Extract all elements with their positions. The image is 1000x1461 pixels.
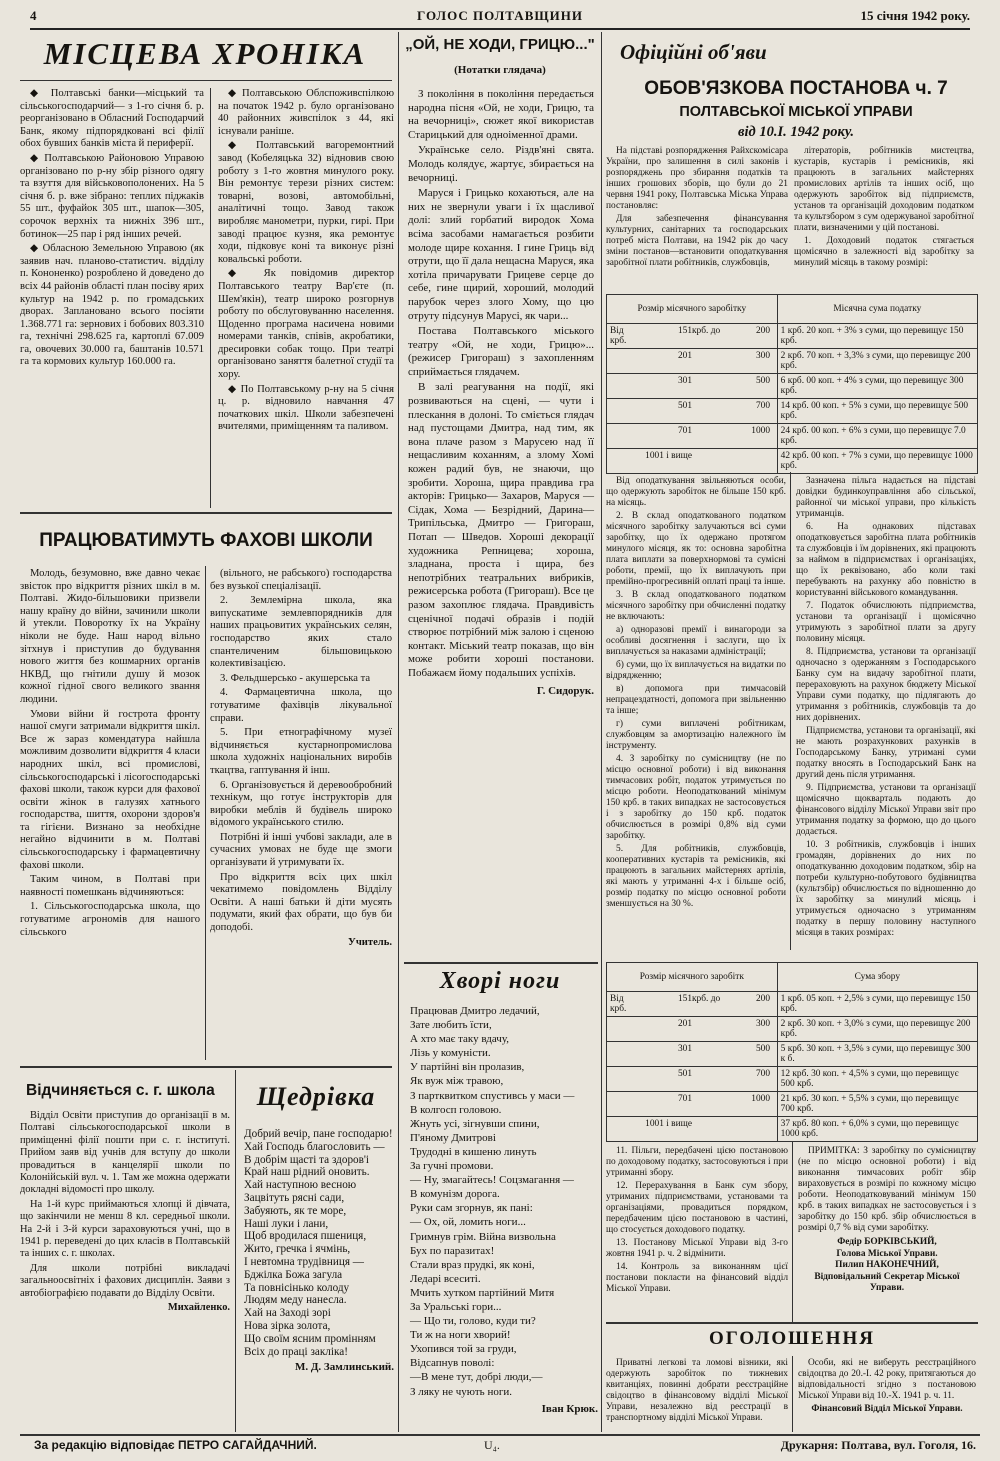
range-cell xyxy=(607,399,778,424)
schools-paragraph: 3. Фельдшерсько - акушерська та xyxy=(220,672,371,684)
column-rule xyxy=(210,88,211,508)
tax-table-header: Розмір місячного заробітку xyxy=(607,295,778,324)
range-cell xyxy=(607,424,778,449)
range-part: 501 xyxy=(677,401,692,411)
chronicle-item: ◆ Полтавською Облспоживспілкою на початок 1942 р. було організовано 40 районних живспілок з 44, які існували раніше. xyxy=(218,88,394,137)
poem-line: Всіх до праці закліка! xyxy=(244,1345,348,1358)
agri-school-body xyxy=(20,1110,230,1315)
official-paragraph: 9. Підприємства, установи та організації щомісячно щокварталь подають до фінансового відділу Міської Управи звіт про утримання податку за формою, що до цього додається. xyxy=(796,783,976,837)
range-cell xyxy=(607,1092,778,1117)
official-paragraph: літераторів, робітників мистецтва, кустарів, кустарів і ремісників, які працюють в загальних майстернях промислових артілів та інших осіб, що одержують заробіток від підприємств, установ та організацій доходовим податком та культзбором з сум одержуваної заробітної плати, визначеними у цій постанові. xyxy=(794,146,974,233)
official-paragraph: 3. В склад оподаткованого податком місячного заробітку при обчисленні податку не включають: xyxy=(606,590,786,622)
schools-paragraph: Умови війни й гострота фронту нашої смуги затримали відкриття шкіл. Все ж зараз комендатура найшла можливим дозволити відкриття 4 класи народних шкіл, всі промислові, сільськогосподарські і лісогосподарські фахові школи, також курси для фахової освіти жінок в галузях хатнього господарства, шиття, охорони здоров'я та гігієни. Визнано за необхідне негайно відчинити в м. Полтаві сільськогосподарську і фармацевтичну фахові школи. xyxy=(20,708,200,871)
rate-cell: 6 крб. 00 коп. + 4% з суми, що перевищує 300 крб. xyxy=(777,374,977,399)
official-paragraph: 1. Доходовий податок стягається щомісячно в залежності від заробітку за минулий місяць в такому розмірі: xyxy=(794,236,974,268)
official-tail-col2 xyxy=(798,1146,976,1295)
range-part: 700 xyxy=(755,1069,770,1079)
poem-line: Що своїм ясним промінням xyxy=(244,1332,376,1345)
chronicle-title: МІСЦЕВА ХРОНІКА xyxy=(43,36,367,71)
range-cell xyxy=(607,1067,778,1092)
review-title: „ОЙ, НЕ ХОДИ, ГРИЦЮ..." xyxy=(405,36,595,53)
schools-signature: Учитель. xyxy=(348,936,392,948)
poem-line: В добрім щасті та здоров'і xyxy=(244,1153,370,1166)
poem-line: З ляку не чують ноги. xyxy=(410,1385,512,1398)
schools-paragraph: Про відкриття всіх цих шкіл чекатимемо повідомлень Відділу Освіти. А наші батьки й діти мусять подумати, який фах обрати, що був би доподобі. xyxy=(210,871,392,934)
schools-column-1 xyxy=(20,568,200,941)
agri-school-paragraph: Для школи потрібні викладачі загальноосвітніх і фахових дисциплін. Заяви з автобіографією подавати до Відділу Освіти. xyxy=(20,1262,230,1299)
range-part: 201 xyxy=(677,1019,692,1029)
range-part: 1000 xyxy=(751,1094,770,1104)
official-paragraph: Від оподаткування звільняються особи, що одержують заробіток не більше 150 крб. на місяць. xyxy=(606,476,786,508)
tax-table-row xyxy=(607,424,978,449)
poem-line: Зате любить їсти, xyxy=(410,1019,492,1032)
poem-line: В комунізм дорога. xyxy=(410,1188,500,1201)
range-part: Від xyxy=(610,994,624,1004)
poem-signature: М. Д. Замлинський. xyxy=(294,1361,394,1374)
poem-line: Зацвітуть рясні сади, xyxy=(244,1191,345,1204)
rate-cell: 14 крб. 00 коп. + 5% з суми, що перевищує 500 крб. xyxy=(777,399,977,424)
review-paragraph: З покоління в покоління передається народна пісня «Ой, не ходи, Грицю, та на вечорниці», сюжет якої використав Старицький для одноіменної драми. xyxy=(408,88,594,141)
poem-line: Край наш рідний оновить. xyxy=(244,1166,370,1179)
announcement-text: Особи, які не виберуть реєстраційного свідоцтва до 20.-I. 42 року, притягаються до відповідальності згідно з постановою Міської Управи від 10.-Х. 1941 р. ч. 11. xyxy=(798,1358,976,1401)
schools-paragraph: 2. Землемірна школа, яка випускатиме землевпорядників для наших працьовитих українських селян, господарство яких стало спантеличеним більшовицькою колективізацією. xyxy=(210,595,392,670)
agri-school-paragraph: Відділ Освіти приступив до організації в м. Полтаві сільськогосподарської школи в приміщенні філії пошти при с. г. інституті. Прийом заяв від учнів для вступу до школи провадиться в канцелярії школи по Колонійській вул. ч. 1. Там же можна одержати докладні відомості про школу. xyxy=(20,1110,230,1196)
poem-line: Жнуть усі, зігнувши спини, xyxy=(410,1117,540,1130)
range-part: крб. до xyxy=(692,994,721,1004)
range-part: 701 xyxy=(677,426,692,436)
official-paragraph: Зазначена пільга надається на підставі довідки будинкоуправління або сільської, районної чи міської управи, про кількість утриманців. xyxy=(796,476,976,519)
poem-line: Гримнув грім. Війна визвольна xyxy=(410,1230,556,1243)
poem-line: — Що ти, голово, куди ти? xyxy=(410,1315,536,1328)
page-header xyxy=(30,6,970,30)
poem-line: Та повнісінько колоду xyxy=(244,1281,350,1294)
announcement-text: Приватні легкові та ломові візники, які одержують заробіток по тижневих квитанціях, повинні добрати реєстраційне свідоцтво в фінансовому відділі Міської Управи, незалежно від реєстрації в транспортному відділі Міської Управи. xyxy=(606,1358,788,1423)
range-part: 701 xyxy=(677,1094,692,1104)
column-rule xyxy=(792,1356,793,1432)
signatory-line: Федір БОРКІВСЬКИЙ, xyxy=(837,1237,937,1247)
signatories xyxy=(798,1237,976,1295)
shchedrivka-poem xyxy=(244,1128,394,1374)
issue-date: 15 січня 1942 року. xyxy=(860,8,970,23)
chronicle-item: ◆ Обласною Земельною Управою (як заявив нач. планово-статистич. відділу п. Кононенко) розроблено й доведено до всіх 44 районів області план посіву ярих культур на 1942 р. по громадських дворах. Заплановано всього посіяти 1.368.771 га: зернових і бобових 803.310 га, технічні 298.625 га, картоплі 67.009 га, овочевих 30.000 га, баштанів 10.571 га та кормових культур 160.000 га. xyxy=(20,243,204,368)
tax-table-row xyxy=(607,324,978,349)
official-paragraph: 13. Постанову Міської Управи від 3-го жовтня 1941 р. ч. 2 відмінити. xyxy=(606,1238,788,1259)
tax-table-wrapper xyxy=(606,294,978,474)
range-cell xyxy=(607,1117,778,1142)
range-part: 300 xyxy=(755,1019,770,1029)
rate-cell: 1 крб. 05 коп. + 2,5% з суми, що перевищує 150 крб. xyxy=(777,992,977,1017)
poem-line: Жито, гречка і ячмінь, xyxy=(244,1243,351,1256)
poem-line: З партквитком спустивсь у маси — xyxy=(410,1089,575,1102)
levy-table-row xyxy=(607,992,978,1017)
official-paragraph: 6. На однакових підставах оподатковується заробітна плата робітників та службовців і їм дорівнених, які працюють за наймом в підприємствах і організаціях, що їх реквізовано, або коли такі перебувають на рахунку або повністю в користуванні військового командування. xyxy=(796,522,976,598)
poem-line: Відсапнув поволі: xyxy=(410,1357,495,1370)
range-part: Від xyxy=(610,326,624,336)
range-cell xyxy=(607,374,778,399)
range-part: 1001 і вище xyxy=(645,1119,692,1129)
official-paragraph: б) суми, що їх виплачується на видатки по відрядженню; xyxy=(606,660,786,681)
review-paragraph: Маруся і Грицько кохаються, але на них не звернули уваги і їх щасливої долі: злий горбатий виродок Хома всіма засобами намагається розбити молоде щире кохання. І гине Гриць від отрути, що її дала нещасна Маруся, яка хотіла причарувати Грицеве серце до себе, гине щирий, хороший, молодий парубок через злого Хому, що цю отруту підсунув Марусі, як чари... xyxy=(408,187,594,322)
range-cell xyxy=(607,449,778,474)
signatory-line: Відповідальний Секретар Міської Управи. xyxy=(814,1271,960,1293)
range-part: крб. xyxy=(610,336,627,346)
schools-paragraph: Таким чином, в Полтаві при наявності помешкань відчиняються: xyxy=(20,874,200,898)
poem-line: Забуяють, як те море, xyxy=(244,1204,347,1217)
review-subtitle: (Нотатки глядача) xyxy=(454,64,546,76)
column-rule xyxy=(398,32,399,1432)
tax-table-row xyxy=(607,449,978,474)
schools-paragraph: 5. При етнографічному музеї відчиняється кустарнопромислова школа художніх національних виробів ткацтва, гаптування й інш. xyxy=(210,727,392,776)
poem-line: Бджілка Божа загула xyxy=(244,1268,343,1281)
rate-cell: 24 крб. 00 коп. + 6% з суми, що перевищує 7.0 крб. xyxy=(777,424,977,449)
official-paragraph: 5. Для робітників, службовців, кооперативних кустарів та ремісників, які працюють в загальних майстернях артілів, які мають у утриманні 4-х і більше осіб, розмір податку по місцю основної роботи зменшується на 30 %. xyxy=(606,844,786,909)
range-part: 200 xyxy=(755,994,770,1004)
poem-line: Ти ж на ноги хворий! xyxy=(410,1329,511,1342)
official-paragraph: Підприємства, установи та організації, які не мають розрахункових рахунків в Господарському Банку, утримані суми податку вносять в Господарський Банк на другий день після утримання. xyxy=(796,726,976,780)
rate-cell: 42 крб. 00 коп. + 7% з суми, що перевищує 1000 крб. xyxy=(777,449,977,474)
agri-school-signature: Михайленко. xyxy=(167,1302,230,1314)
range-cell xyxy=(607,992,778,1017)
poem-line: —В мене тут, добрі люди,— xyxy=(410,1371,543,1384)
official-date: від 10.I. 1942 року. xyxy=(738,124,854,140)
schools-title: ПРАЦЮВАТИМУТЬ ФАХОВІ ШКОЛИ xyxy=(39,530,373,551)
agri-school-paragraph: На 1-й курс приймаються хлопці й дівчата, що закінчили не менш 8 кл. середньої школи. На 2-й і 3-й курси зараховуються учні, що в 1941 р. переведені до цих класів в Полтавській та інших с. г. школах. xyxy=(20,1198,230,1260)
official-note: ПРИМІТКА: З заробітку по сумісництву (не по місцю основної роботи) і від виконання тимчасових робіт збір вираховується в розмірі по кожному місцю роботи. Неоподатковуваний мінімум 150 крб. в таких випадках не застосовується і з заробітку до 150 крб. збір обчислюється в розмірі 0,7 % від суми заробітку. xyxy=(798,1146,976,1233)
rate-cell: 5 крб. 30 коп. + 3,5% з суми, що перевищує 300 к б. xyxy=(777,1042,977,1067)
schools-paragraph: 6. Організовується й деревообробний технікум, що готує інструкторів для виробки меблів й будівель широко відомого українського стилю. xyxy=(210,779,392,829)
levy-table-header: Розмір місячного заробітк xyxy=(607,963,778,992)
tax-table xyxy=(606,294,978,474)
official-paragraph: г) суми виплачені робітникам, службовцям за амортизацію належного їм інструменту. xyxy=(606,719,786,751)
poem-line: І невтомна трудівниця — xyxy=(244,1255,364,1268)
range-part: 500 xyxy=(755,376,770,386)
rate-cell: 21 крб. 30 коп. + 5,5% з суми, що перевищує 700 крб. xyxy=(777,1092,977,1117)
official-paragraph: Для забезпечення фінансування культурних, санітарних та господарських потреб міста Полтави, на 1942 рік до часу зміни постанов—встановити оподаткування заробітної плати робітників, службовців, xyxy=(606,214,788,268)
column-rule xyxy=(601,32,602,1432)
chronicle-item: ◆ Полтавський вагоремонтний завод (Кобеляцька 32) відновив свою роботу з 1-го жовтня минулого року. Він ремонтує терези різних систем: товарні, возові, автомобільні, аналітичні тощо. Завод також виробляє манометри, пурки, гирі. При заводі працює кузня, яка ремонтує ходи, підковує коні та виконує різні ковальські роботи. xyxy=(218,140,394,265)
review-paragraph: Постава Полтавського міського театру «Ой, не ходи, Грицю»... (режисер Григораш) з захопленням сприймається глядачем. xyxy=(408,325,594,378)
range-part: 1000 xyxy=(751,426,770,436)
official-body-col2 xyxy=(796,476,976,941)
official-title: ОБОВ'ЯЗКОВА ПОСТАНОВА ч. 7 xyxy=(644,78,948,99)
official-paragraph: 11. Пільги, передбачені цією постановою по доходовому податку, застосовуються і при утриманні збору. xyxy=(606,1146,788,1178)
range-cell xyxy=(607,1017,778,1042)
official-paragraph: а) одноразові премії і винагороди за особливі досягнення і заслуги, що їх виплачується за наказами адміністрації; xyxy=(606,625,786,657)
range-part: 201 xyxy=(677,351,692,361)
range-part: 200 xyxy=(755,326,770,336)
poem-line: За Уральські гори... xyxy=(410,1300,502,1313)
range-cell xyxy=(607,349,778,374)
rate-cell: 1 крб. 20 коп. + 3% з суми, що перевищує 150 крб. xyxy=(777,324,977,349)
official-paragraph: 2. В склад оподаткованого податком місячного заробітку залучаються всі суми заробітку, що їх одержано протягом минулого місяця, як то: основна заробітна плата виплати за поверхнормові та сумісні роботи, премії, що їх виплачують при премійно-прогресивній оплаті праці та інше. xyxy=(606,511,786,587)
official-paragraph: 4. З заробітку по сумісництву (не по місцю основної роботи) і від виконання тимчасових робіт, податок утримується по місцю роботи. Неоподаткований мінімум 150 крб. в таких випадках не застосовується і з заробітку до 150 крб. податок обчислюється в розмірі 0,8% від суми заробітку. xyxy=(606,754,786,841)
range-part: 500 xyxy=(755,1044,770,1054)
chronicle-item: ◆ Полтавські банки—місцький та сільськогосподарчий— з 1-го січня б. р. реорганізовано в Обласний Господарчий Банк, якому підпорядковані всі філії обох бувших банків міста й периферії. xyxy=(20,88,204,150)
divider xyxy=(20,512,392,514)
poem-line: Хай Господь благословить — xyxy=(244,1140,385,1153)
levy-table xyxy=(606,962,978,1142)
tax-table-row xyxy=(607,374,978,399)
announcements-col1 xyxy=(606,1358,788,1426)
poem-line: Стали враз прудкі, як коні, xyxy=(410,1258,535,1271)
footer-rule xyxy=(20,1434,980,1436)
range-part: 1001 і вище xyxy=(645,451,692,461)
levy-table-header: Сума збору xyxy=(777,963,977,992)
review-paragraph: Українське село. Різдв'яні свята. Молодь колядує, жартує, збирається на вечорниці. xyxy=(408,144,594,184)
range-part: крб. xyxy=(610,1004,627,1014)
review-body xyxy=(408,88,594,698)
tax-table-row xyxy=(607,399,978,424)
official-paragraph: 12. Перерахування в Банк сум збору, утриманих підприємствами, установами та організаціями, провадиться порядком, передбаченим цією постановою в частині, що стосується доходового податку. xyxy=(606,1181,788,1235)
poem-line: — Ох, ой, ломить ноги... xyxy=(410,1216,526,1229)
poem-line: Трудодні в кишеню линуть xyxy=(410,1145,537,1158)
review-paragraph: В залі реагування на події, які розвиваються на сцені, — чути і плескання в долоні. То сміється глядач над пустощами Дмитра, над тим, як вона плаче разом з Марусею над її нещасливим коханням, а злому Хомі кожен радий був, не знаючи, що зробити. Хороша, щира правдива гра акторів: Грицько— Захаров, Маруся — Сідак, Хома — Безрідний, Дарина—Трипільська, Дмитро — Григораш, Потап — Шведов. Хороші декорації художника Репницева; хороша, зладнана, проста і щира, без непотрібних театральних вибриків, режисерська робота (Григораш). Все це разом захоплює глядача. Правдивість сценічної подачі образів і подій створює потрібний між залою і сценою контакт. Міський театр показав, що він може робити хороші постанови. Побажаєм йому подальших успіхів. xyxy=(408,381,594,679)
agri-school-title: Відчиняється с. г. школа xyxy=(26,1082,215,1099)
range-part: 151 xyxy=(677,994,692,1004)
poem-line: Хай на Заході зорі xyxy=(244,1307,331,1320)
signatory-line: Голова Міської Управи. xyxy=(836,1248,938,1259)
page-number: 4 xyxy=(30,8,37,23)
schools-paragraph: 4. Фармацевтична школа, що готуватиме фахівців лікувальної справи. xyxy=(210,687,392,724)
official-banner: Офіційні об'яви xyxy=(620,40,767,64)
rate-cell: 2 крб. 70 коп. + 3,3% з суми, що перевищує 200 крб. xyxy=(777,349,977,374)
poem-line: Руки сам згорнув, як пані: xyxy=(410,1202,533,1215)
poem-line: Бух по паразитах! xyxy=(410,1244,495,1257)
poem-line: — Ну, змагайтесь! Соцзмагання — xyxy=(410,1174,574,1187)
announcement-signature: Фінансовий Відділ Міської Управи. xyxy=(811,1404,963,1414)
poem-line: За гучні промови. xyxy=(410,1160,494,1173)
poem-line: Мчить хутком партійний Митя xyxy=(410,1286,555,1299)
column-rule xyxy=(790,472,791,950)
schools-column-2 xyxy=(210,568,392,949)
rate-cell: 2 крб. 30 коп. + 3,0% з суми, що перевищує 200 крб. xyxy=(777,1017,977,1042)
divider xyxy=(404,962,598,964)
poem-line: Лізь у комуністи. xyxy=(410,1047,491,1060)
divider xyxy=(606,1322,978,1324)
poem-line: Щоб вродилася пшениця, xyxy=(244,1230,367,1243)
range-part: 700 xyxy=(755,401,770,411)
schools-paragraph: Молодь, безумовно, вже давно чекає звісток про відкриття різних шкіл в м. Полтаві. Жидо-більшовики призвели нашу країну до війни, зачинили школи й утекли. Поворотку їх на Україну ніколи не буде. Наш народ вільно зітхнув і приступив до будування нового життя без кошмарних органів НКВД, що гнітили душу й мозок кожної гідної свого великого звання людини. xyxy=(20,568,200,705)
chronicle-item: ◆ По Полтавському р-ну на 5 січня ц. р. відновило навчання 47 початкових шкіл. Школи забезпечені вчителями, приміщенням та паливом. xyxy=(218,383,394,433)
range-cell xyxy=(607,324,778,349)
review-signature: Г. Сидорук. xyxy=(536,684,594,697)
chronicle-item: ◆ Полтавською Районовою Управою організовано по р-ну збір різного одягу та взуття для військовополонених. На 5 січня б. р. вже зібрано: теплих піджаків 55 шт., фуфайок 305 шт., шапок—305, сорочок верхніх та нижніх 396 шт., ботинок—25 пар і ряд інших речей. xyxy=(20,152,204,240)
chronicle-column-1 xyxy=(20,88,204,371)
poem-line: Як вуж між травою, xyxy=(410,1075,504,1088)
official-paragraph: 8. Підприємства, установи та організації одночасно з одержанням з Господарського Банку сум на видачу заробітної плати, перераховують на рахунок бюджету Міської Управи суми податку, що підлягають до утримання з робітників, службовців та до них дорівнених. xyxy=(796,647,976,723)
poem-line: Добрий вечір, пане господарю! xyxy=(244,1128,393,1140)
levy-table-row xyxy=(607,1017,978,1042)
rate-cell: 37 крб. 80 коп. + 6,0% з суми, що перевищує 1000 крб. xyxy=(777,1117,977,1142)
range-part: 301 xyxy=(677,1044,692,1054)
divider xyxy=(20,80,392,81)
poem-line: У партійні він пролазив, xyxy=(410,1061,525,1074)
official-paragraph: 14. Контроль за виконанням цієї постанови покласти на фінансовий відділ Міської Управи. xyxy=(606,1262,788,1294)
chronicle-item: ◆ Як повідомив директор Полтавського театру Вар'єте (п. Шем'якін), театр широко розгорнув роботу по обслуговуванню населення. Щоденно програма насичена новими номерами танків, співів, акробатики, дресировки собак тощо. При театрі організовано заняття балетної студії та хору. xyxy=(218,268,394,381)
schools-paragraph: (вільного, не рабського) господарства без вузької спеціалізації. xyxy=(210,568,392,592)
poem-line: Наші луки і лани, xyxy=(244,1217,329,1230)
levy-table-wrapper xyxy=(606,962,978,1142)
rate-cell: 12 крб. 30 коп. + 4,5% з суми, що перевищує 500 крб. xyxy=(777,1067,977,1092)
range-part: 300 xyxy=(755,351,770,361)
poem-line: А хто має таку вдачу, xyxy=(410,1033,509,1046)
official-paragraph: 7. Податок обчислюють підприємства, установи та організації і щомісячно утримують з заробітної плати за другу половину місяця. xyxy=(796,601,976,644)
footer-printer: Друкарня: Полтава, вул. Гоголя, 16. xyxy=(780,1438,976,1452)
poem-line: Працював Дмитро ледачий, xyxy=(410,1005,540,1017)
sick-legs-poem xyxy=(410,1004,598,1416)
range-cell xyxy=(607,1042,778,1067)
poem-line: П'яному Дмитрові xyxy=(410,1131,496,1144)
divider xyxy=(20,1066,392,1068)
signatory-line: Пилип НАКОНЕЧНИЙ, xyxy=(835,1260,939,1270)
footer-code: U₄. xyxy=(484,1438,500,1452)
tax-table-row xyxy=(607,349,978,374)
poem-line: Ледарі всеситі. xyxy=(410,1272,481,1285)
column-rule xyxy=(792,1142,793,1322)
poem-line: Хай наступною весною xyxy=(244,1179,357,1192)
schools-paragraph: 1. Сільськогосподарська школа, що готуватиме агрономів для нашого сільського xyxy=(20,901,200,938)
levy-table-row xyxy=(607,1042,978,1067)
newspaper-title: ГОЛОС ПОЛТАВЩИНИ xyxy=(417,8,583,23)
poem-line: Нова зірка золота, xyxy=(244,1319,331,1332)
official-paragraph: 10. З робітників, службовців і інших громадян, дорівнених до них по оподаткуванню доходовим податком, збір на потреби культурно-побутового будівництва (культзбір) обчислюється по відношенню до їх заробітку за минулий місяць і утримується одночасно з утриманням податку в першу половину наступного місяця в таких розмірах: xyxy=(796,840,976,938)
chronicle-column-2 xyxy=(218,88,394,436)
range-part: 501 xyxy=(677,1069,692,1079)
official-paragraph: На підставі розпорядження Райхскомісара України, про залишення в силі законів і розпоряджень про збирання податків та інших грошових зборів, що були до 21 червня 1941 року, Полтавська Міська Управа постановляє: xyxy=(606,146,788,211)
shchedrivka-title: Щедрівка xyxy=(256,1082,376,1111)
levy-table-row xyxy=(607,1067,978,1092)
poem-line: В колгосп головою. xyxy=(410,1103,502,1116)
tax-table-header: Місячна сума податку xyxy=(777,295,977,324)
poem-line: Людям меду нанесла. xyxy=(244,1294,347,1307)
levy-table-row xyxy=(607,1117,978,1142)
official-intro-col2 xyxy=(794,146,974,271)
official-paragraph: в) допомога при тимчасовій непрацездатності, допомога при звільненню та інше; xyxy=(606,684,786,716)
range-part: крб. до xyxy=(692,326,721,336)
announcements-title: ОГОЛОШЕННЯ xyxy=(709,1328,875,1349)
footer-editor: За редакцію відповідає ПЕТРО САГАЙДАЧНИЙ. xyxy=(34,1438,317,1452)
official-intro-col1 xyxy=(606,146,788,271)
column-rule xyxy=(205,566,206,1060)
levy-table-row xyxy=(607,1092,978,1117)
poem-line: Ухопився той за груди, xyxy=(410,1343,517,1356)
schools-paragraph: Потрібні й інші учбові заклади, але в сучасних умовах не буде ще змоги організувати й утримувати їх. xyxy=(210,831,392,869)
sick-legs-title: Хворі ноги xyxy=(439,968,561,994)
column-rule xyxy=(235,1070,236,1432)
range-part: 151 xyxy=(677,326,692,336)
official-body-col1 xyxy=(606,476,786,912)
announcements-col2 xyxy=(798,1358,976,1415)
range-part: 301 xyxy=(677,376,692,386)
poem-signature: Іван Крюк. xyxy=(541,1402,598,1415)
official-subtitle: ПОЛТАВСЬКОЇ МІСЬКОЇ УПРАВИ xyxy=(679,104,913,120)
official-tail-col1 xyxy=(606,1146,788,1297)
